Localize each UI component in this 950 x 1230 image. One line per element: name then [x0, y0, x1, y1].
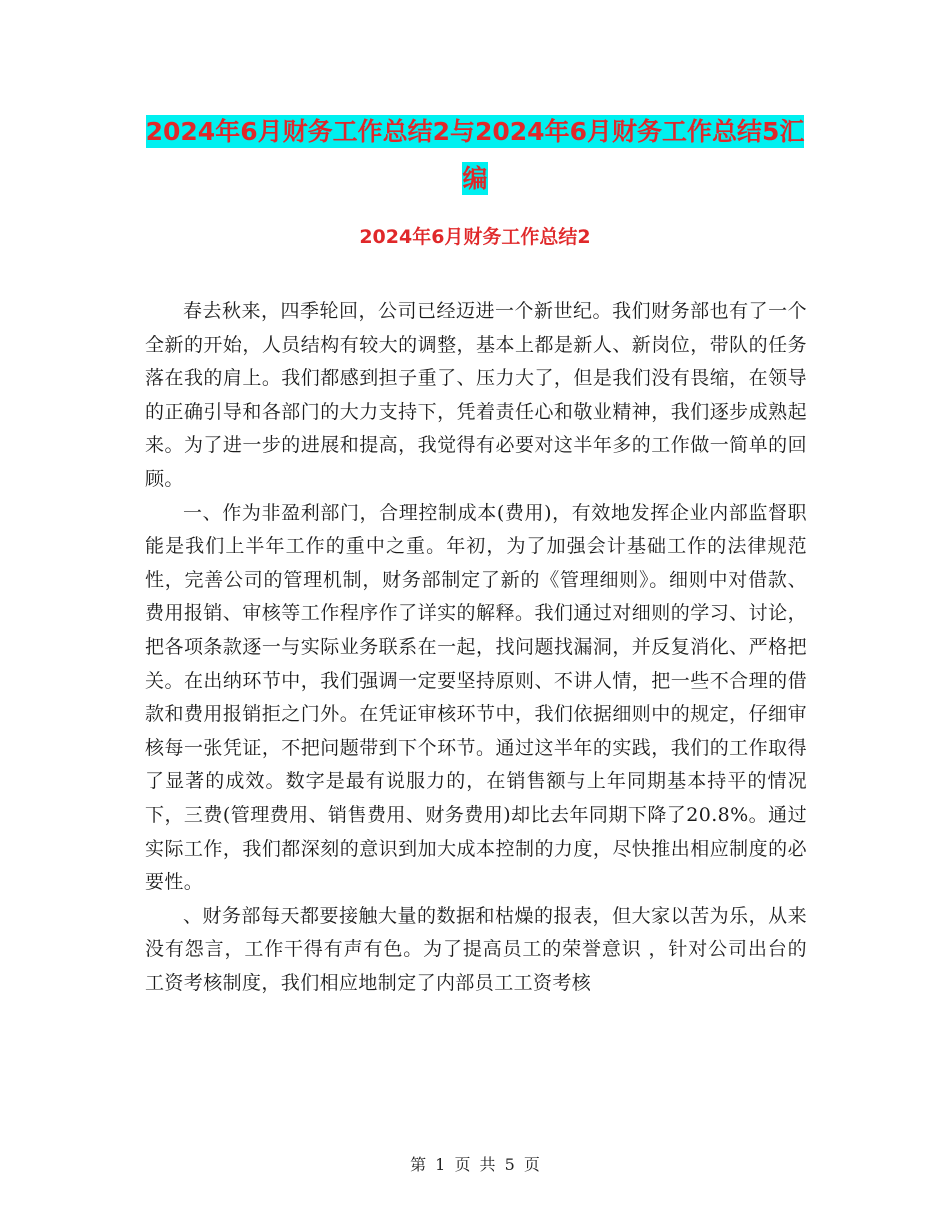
paragraph-3: 、财务部每天都要接触大量的数据和枯燥的报表，但大家以苦为乐，从来没有怨言，工作干得有声有色。为了提高员工的荣誉意识 ，针对公司出台的工资考核制度，我们相应地制定了内部员工工资考核	[145, 904, 807, 994]
paragraph-2: 一、作为非盈利部门，合理控制成本(费用)，有效地发挥企业内部监督职能是我们上半年工作的重中之重。年初，为了加强会计基础工作的法律规范性，完善公司的管理机制，财务部制定了新的《管理细则》。细则中对借款、费用报销、审核等工作程序作了详实的解释。我们通过对细则的学习、讨论，把各项条款逐一与实际业务联系在一起，找问题找漏洞，并反复消化、严格把关。在出纳环节中，我们强调一定要坚持原则、不讲人情，把一些不合理的借款和费用报销拒之门外。在凭证审核环节中，我们依据细则中的规定，仔细审核每一张凭证，不把问题带到下个环节。通过这半年的实践，我们的工作取得了显著的成效。数字是最有说服力的，在销售额与上年同期基本持平的情况下，三费(管理费用、销售费用、财务费用)却比去年同期下降了20.8%。通过实际工作，我们都深刻的意识到加大成本控制的力度，尽快推出相应制度的必要性。	[145, 501, 807, 894]
document-title	[140, 108, 810, 202]
section-title: 2024年6月财务工作总结2	[359, 226, 591, 248]
document-body	[145, 295, 807, 1000]
paragraph-1: 春去秋来，四季轮回，公司已经迈进一个新世纪。我们财务部也有了一个全新的开始，人员结构有较大的调整，基本上都是新人、新岗位，带队的任务落在我的肩上。我们都感到担子重了、压力大了，但是我们没有畏缩，在领导的正确引导和各部门的大力支持下，凭着责任心和敬业精神，我们逐步成熟起来。为了进一步的进展和提高，我觉得有必要对这半年多的工作做一简单的回顾。	[145, 300, 807, 490]
document-title-text: 2024年6月财务工作总结2与2024年6月财务工作总结5汇编	[145, 117, 805, 193]
page-footer: 第 1 页 共 5 页	[410, 1155, 540, 1174]
